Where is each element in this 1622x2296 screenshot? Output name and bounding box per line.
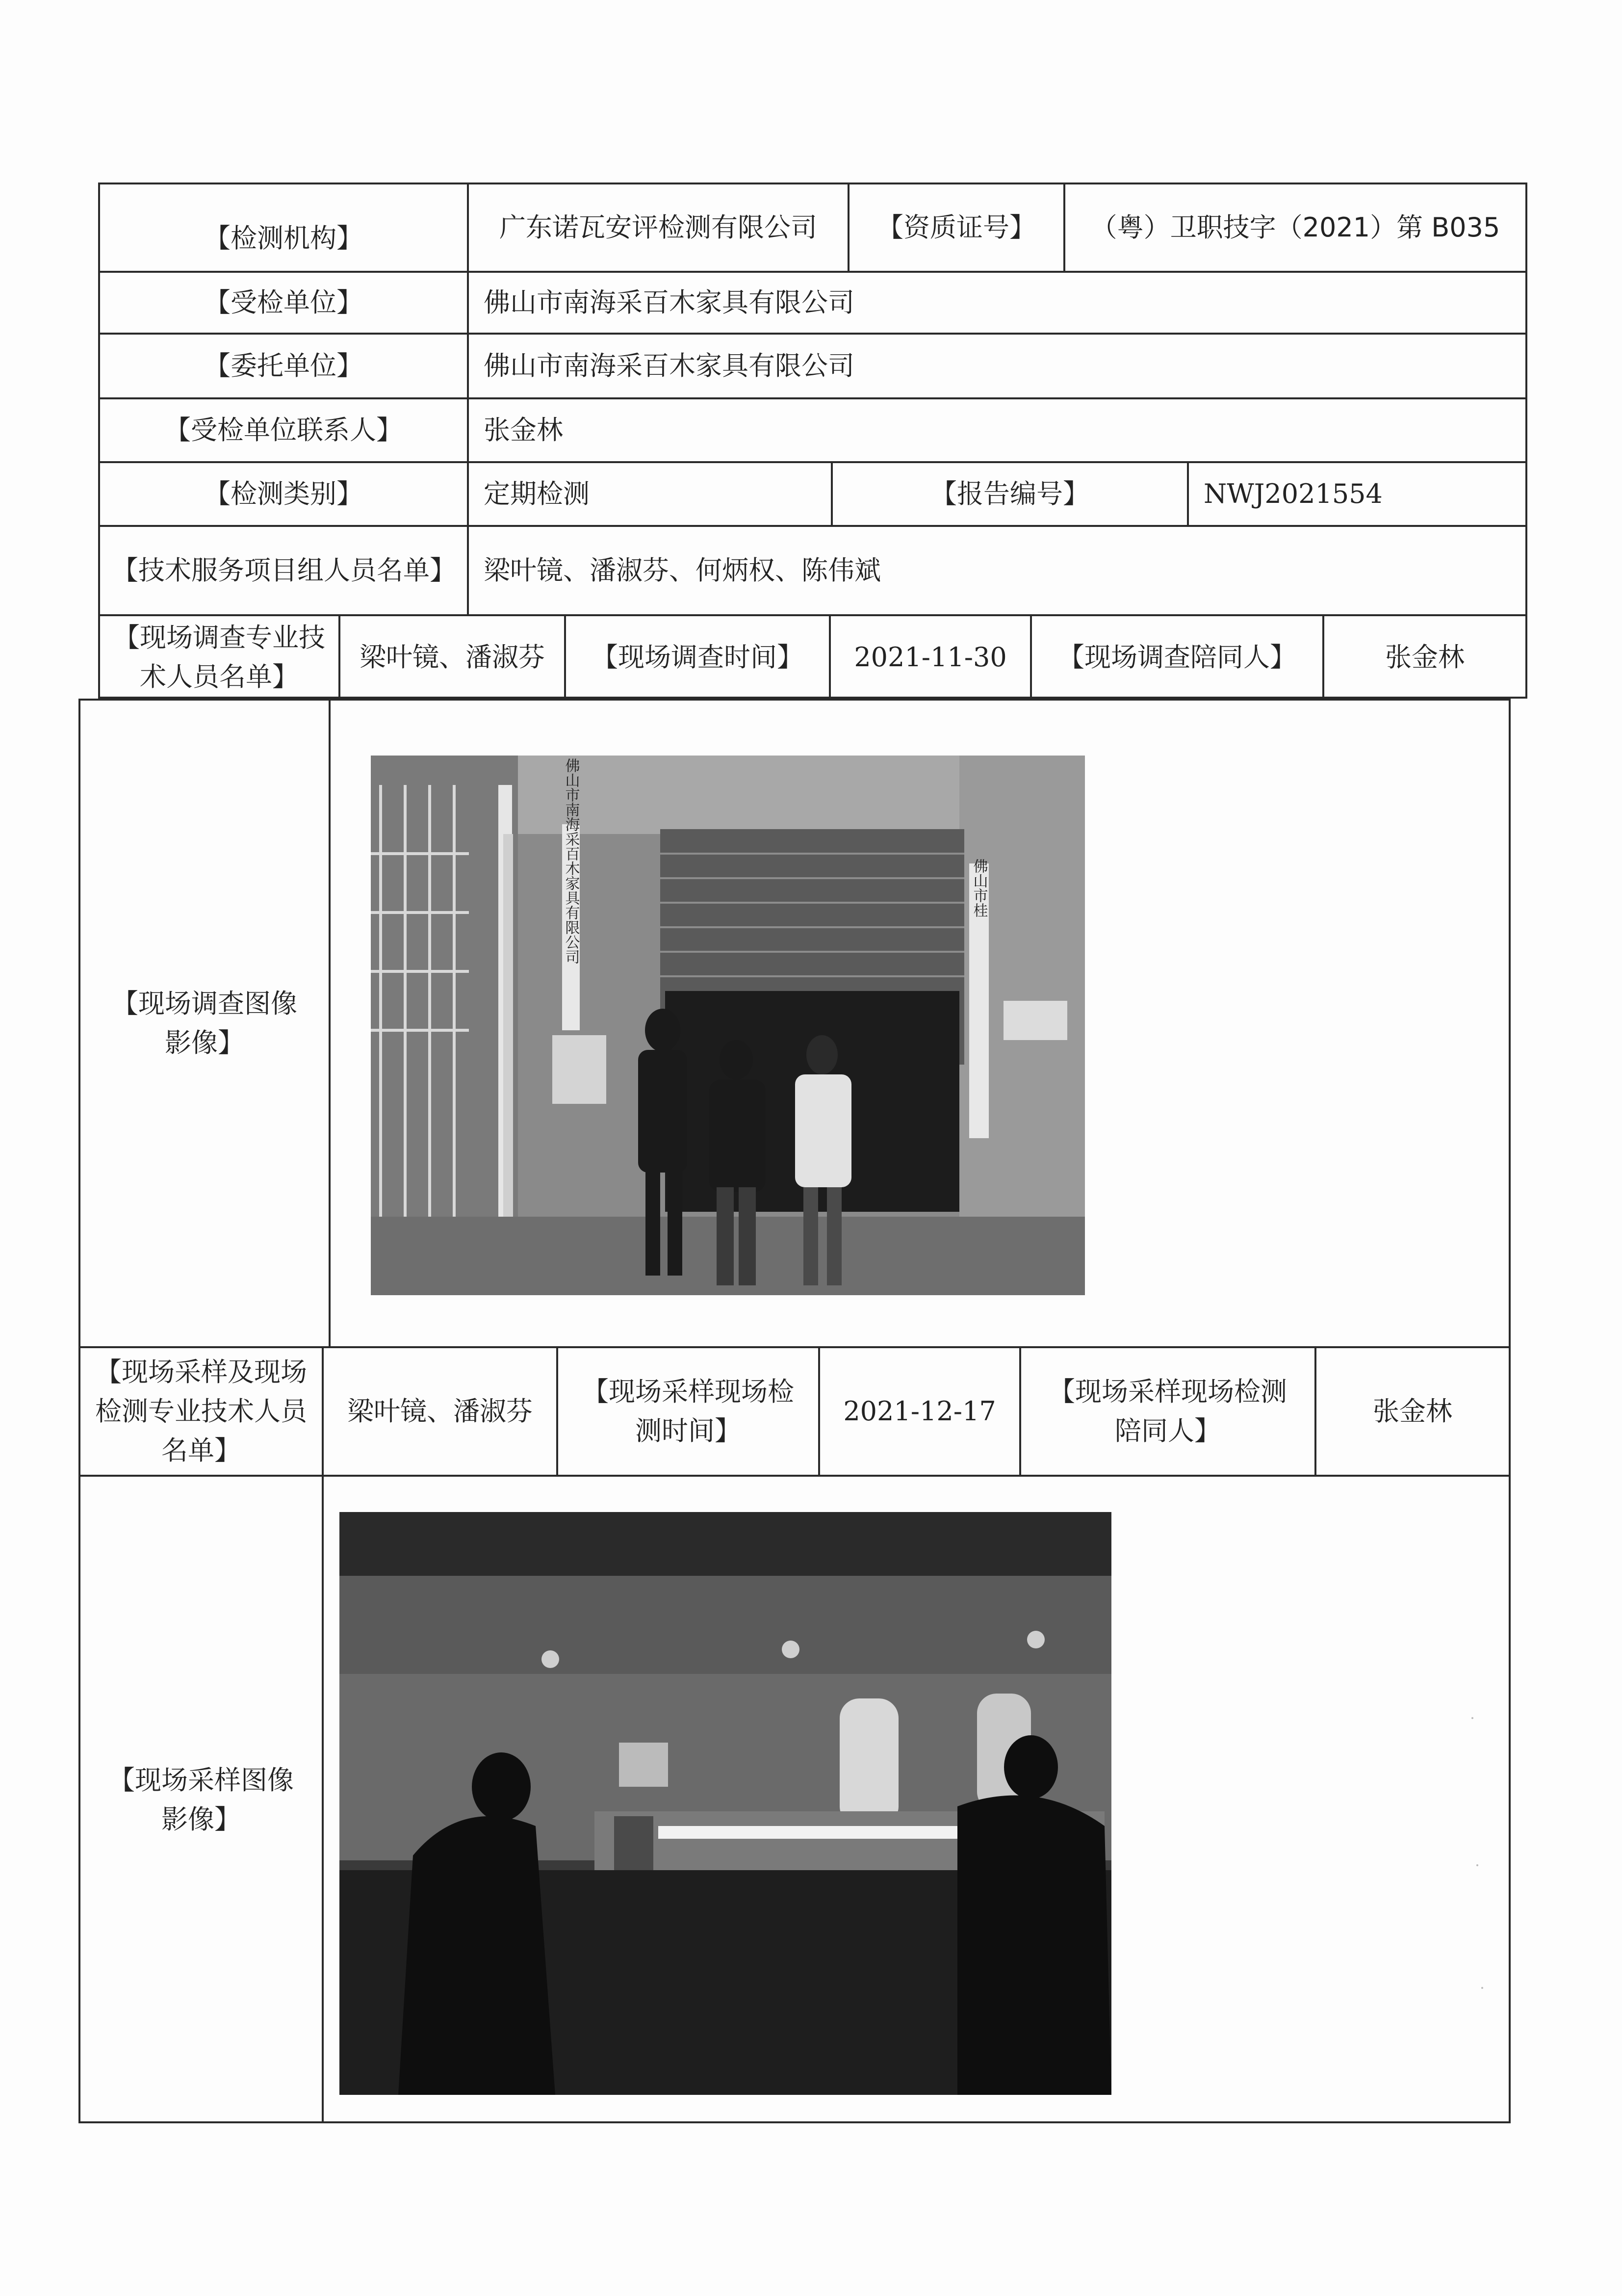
survey-photo-right-sign-text: 佛山市桂 — [970, 859, 988, 917]
survey-photo — [371, 756, 1085, 1295]
label-inspected-unit: 【受检单位】 — [204, 287, 363, 318]
label-client-unit: 【委托单位】 — [204, 350, 363, 381]
label-agency: 【检测机构】 — [204, 223, 363, 254]
label-test-type: 【检测类别】 — [204, 478, 363, 509]
value-survey-companion: 张金林 — [1385, 642, 1465, 673]
value-qualification: （粤）卫职技字（2021）第 B035 — [1090, 212, 1500, 243]
value-survey-time: 2021-11-30 — [854, 642, 1007, 673]
value-report-no: NWJ2021554 — [1204, 478, 1383, 509]
label-survey-companion: 【现场调查陪同人】 — [1058, 642, 1296, 673]
label-sampling-image: 【现场采样图像影像】 — [108, 1765, 294, 1835]
label-qualification: 【资质证号】 — [877, 212, 1036, 243]
label-contact: 【受检单位联系人】 — [164, 415, 403, 445]
value-client-unit: 佛山市南海采百木家具有限公司 — [484, 350, 854, 381]
value-agency: 广东诺瓦安评检测有限公司 — [499, 212, 817, 243]
label-sampling-staff: 【现场采样及现场检测专业技术人员名单】 — [95, 1357, 307, 1466]
value-inspected-unit: 佛山市南海采百木家具有限公司 — [484, 287, 854, 318]
label-survey-time: 【现场调查时间】 — [592, 642, 803, 673]
label-report-no: 【报告编号】 — [930, 478, 1089, 509]
value-team: 梁叶镜、潘淑芬、何炳权、陈伟斌 — [484, 555, 881, 586]
value-survey-staff: 梁叶镜、潘淑芬 — [360, 642, 545, 673]
sampling-photo — [339, 1512, 1111, 2095]
label-sampling-companion: 【现场采样现场检测陪同人】 — [1049, 1376, 1287, 1446]
label-team: 【技术服务项目组人员名单】 — [112, 555, 456, 586]
value-sampling-staff: 梁叶镜、潘淑芬 — [347, 1396, 533, 1427]
value-contact: 张金林 — [484, 415, 563, 445]
value-test-type: 定期检测 — [484, 478, 590, 509]
label-survey-staff: 【现场调查专业技术人员名单】 — [113, 622, 325, 692]
value-sampling-companion: 张金林 — [1373, 1396, 1452, 1427]
value-sampling-time: 2021-12-17 — [843, 1396, 996, 1427]
label-survey-image: 【现场调查图像影像】 — [112, 988, 297, 1058]
label-sampling-time: 【现场采样现场检测时间】 — [582, 1376, 794, 1446]
survey-photo-left-sign-text: 佛山市南海采百木家具有限公司 — [562, 758, 580, 964]
